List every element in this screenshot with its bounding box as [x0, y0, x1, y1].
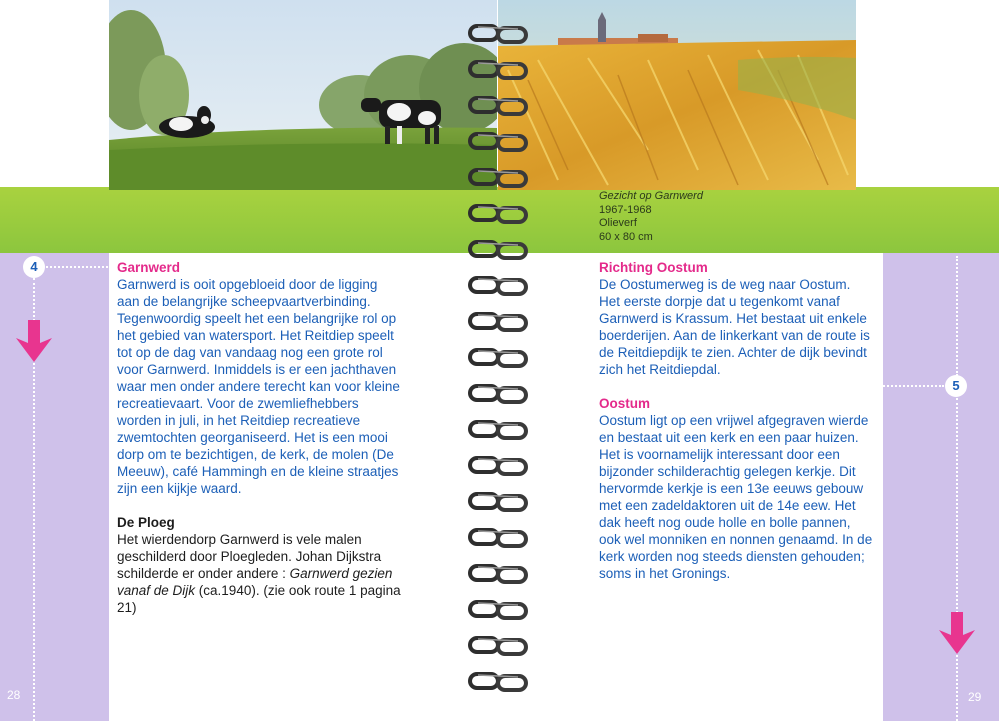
- heading-oostum: Oostum: [599, 396, 651, 411]
- spiral-ring: [470, 242, 526, 258]
- photo-cows-meadow: [109, 0, 497, 190]
- spiral-ring: [470, 566, 526, 582]
- arrow-down-icon: [14, 318, 54, 369]
- caption-medium: Olieverf: [599, 217, 637, 229]
- spiral-binding: [466, 18, 530, 721]
- right-page-text: [599, 259, 875, 582]
- spiral-ring: [470, 170, 526, 186]
- paragraph-garnwerd: Garnwerd is ooit opgebloeid door de ligging aan de belangrijke scheepvaartverbinding. Tegenwoordig speelt het een belangrijke rol op het gebied van watersport. Het Reitdiep speelt tot op de dag van vandaag nog een grote rol voor Garnwerd. Inmiddels is er een jachthaven waar men onder andere terecht kan voor kleine recreatievaart. Voor de zwemliefhebbers worden in juli, in het Reitdiep recreatieve zwemtochten georganiseerd. Het is een mooi dorp om te bezichtigen, de kerk, de molen (De Meeuw), café Hammingh en de kleine straatjes zijn een kijkje waard.: [117, 277, 400, 496]
- painting-caption: [599, 190, 799, 244]
- spiral-ring: [470, 98, 526, 114]
- route-line-right-bottom: [956, 398, 958, 721]
- painting-title: Garnwerd gezien vanaf de Dijk: [117, 566, 393, 598]
- caption-title: Gezicht op Garnwerd: [599, 190, 703, 202]
- route-line-right-top: [956, 256, 958, 376]
- spiral-ring: [470, 422, 526, 438]
- route-connector-left: [46, 266, 112, 268]
- heading-de-ploeg: De Ploeg: [117, 515, 175, 530]
- heading-richting-oostum: Richting Oostum: [599, 260, 708, 275]
- heading-garnwerd: Garnwerd: [117, 260, 181, 275]
- page-number-left: 28: [7, 688, 21, 702]
- spiral-ring: [470, 206, 526, 222]
- spiral-ring: [470, 134, 526, 150]
- spiral-ring: [470, 494, 526, 510]
- arrow-down-icon: [937, 610, 977, 661]
- spiral-ring: [470, 602, 526, 618]
- spiral-ring: [470, 350, 526, 366]
- route-marker-5: 5: [945, 375, 967, 397]
- paragraph-richting-oostum: De Oostumerweg is de weg naar Oostum. Het eerste dorpje dat u tegenkomt vanaf Garnwerd is Krassum. Het bestaat uit enkele boerderijen. Aan de linkerkant van de route is de Reitdiepdijk te zien. Achter de dijk bevindt zich het Reitdiepdal.: [599, 277, 870, 377]
- spiral-ring: [470, 314, 526, 330]
- spiral-ring: [470, 278, 526, 294]
- caption-size: 60 x 80 cm: [599, 230, 653, 243]
- caption-years: 1967-1968: [599, 203, 652, 216]
- spiral-ring: [470, 638, 526, 654]
- spiral-ring: [470, 26, 526, 42]
- left-page-text: [117, 259, 402, 616]
- paragraph-oostum: Oostum ligt op een vrijwel afgegraven wierde en bestaat uit een kerk en een paar huizen. Het is voornamelijk interessant door een bijzonder schilderachtig gelegen kerkje. Dit hervormde kerkje is een 13e eeuws gebouw met een zadeldaktoren uit de 14e eew. Het dak heeft nog oude holle en bolle pannen, ook wel monniken en nonnen genaamd. In de kerk worden nog steeds diensten gehouden; soms in het Gronings.: [599, 413, 873, 581]
- painting-gezicht-op-garnwerd: [498, 0, 856, 190]
- spiral-ring: [470, 386, 526, 402]
- spiral-ring: [470, 674, 526, 690]
- spiral-ring: [470, 530, 526, 546]
- spiral-ring: [470, 458, 526, 474]
- page-number-right: 29: [968, 690, 982, 704]
- spiral-ring: [470, 62, 526, 78]
- paragraph-de-ploeg: Het wierdendorp Garnwerd is vele malen geschilderd door Ploegleden. Johan Dijkstra schilderde er onder andere : Garnwerd gezien vanaf de Dijk (ca.1940). (zie ook route 1 pagina 21): [117, 532, 401, 615]
- route-marker-4: 4: [23, 256, 45, 278]
